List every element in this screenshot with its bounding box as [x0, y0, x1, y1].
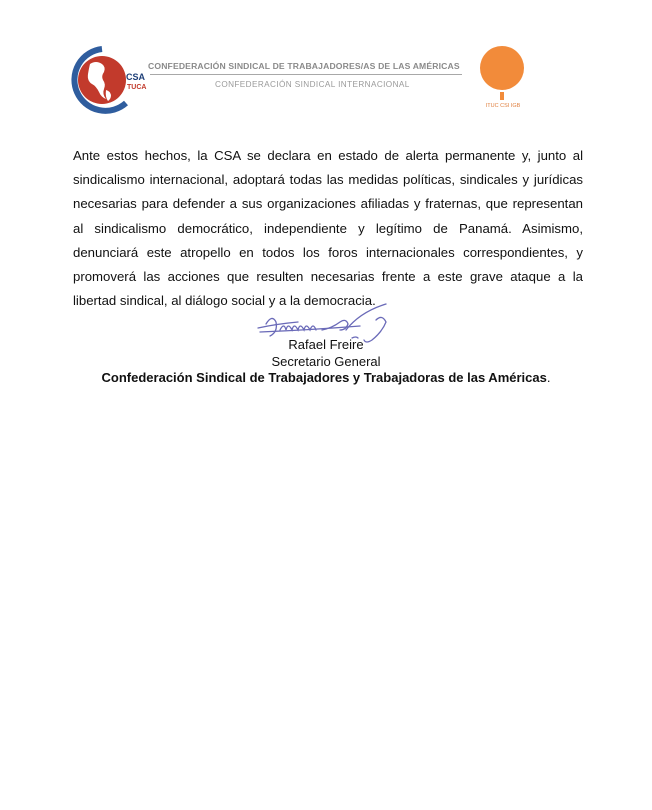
org-title: CONFEDERACIÓN SINDICAL DE TRABAJADORES/AS DE LAS AMÉRICAS	[148, 61, 460, 71]
svg-text:TUCA: TUCA	[127, 84, 147, 91]
signature-block	[0, 337, 652, 387]
signer-organization: Confederación Sindical de Trabajadores y Trabajadoras de las Américas	[101, 370, 547, 385]
statement-paragraph: Ante estos hechos, la CSA se declara en estado de alerta permanente y, junto al sindicalismo internacional, adoptará todas las medidas políticas, sindicales y jurídicas necesarias para defender a sus organizaciones afiliadas y fraternas, que representan al sindicalismo democrático, independiente y legítimo de Panamá. Asimismo, denunciará este atropello en todos los foros internacionales correspondientes, y promoverá las acciones que resulten necesarias frente a este grave ataque a la libertad sindical, al diálogo social y a la democracia.	[73, 148, 583, 309]
signer-name: Rafael Freire	[288, 337, 364, 352]
ituc-circle	[480, 46, 524, 90]
svg-text:CSA: CSA	[126, 72, 146, 82]
ituc-logo-text: ITUC CSI IGB	[485, 103, 521, 109]
csa-tuca-logo-icon	[68, 46, 152, 114]
signer-organization-suffix: .	[546, 370, 551, 385]
letterhead	[0, 0, 652, 130]
title-divider	[150, 74, 462, 75]
ituc-logo-icon	[478, 46, 528, 116]
signer-role: Secretario General	[271, 353, 381, 369]
org-subtitle: CONFEDERACIÓN SINDICAL INTERNACIONAL	[215, 80, 410, 89]
ituc-stem	[500, 92, 504, 100]
signer-organization-line	[0, 370, 652, 387]
